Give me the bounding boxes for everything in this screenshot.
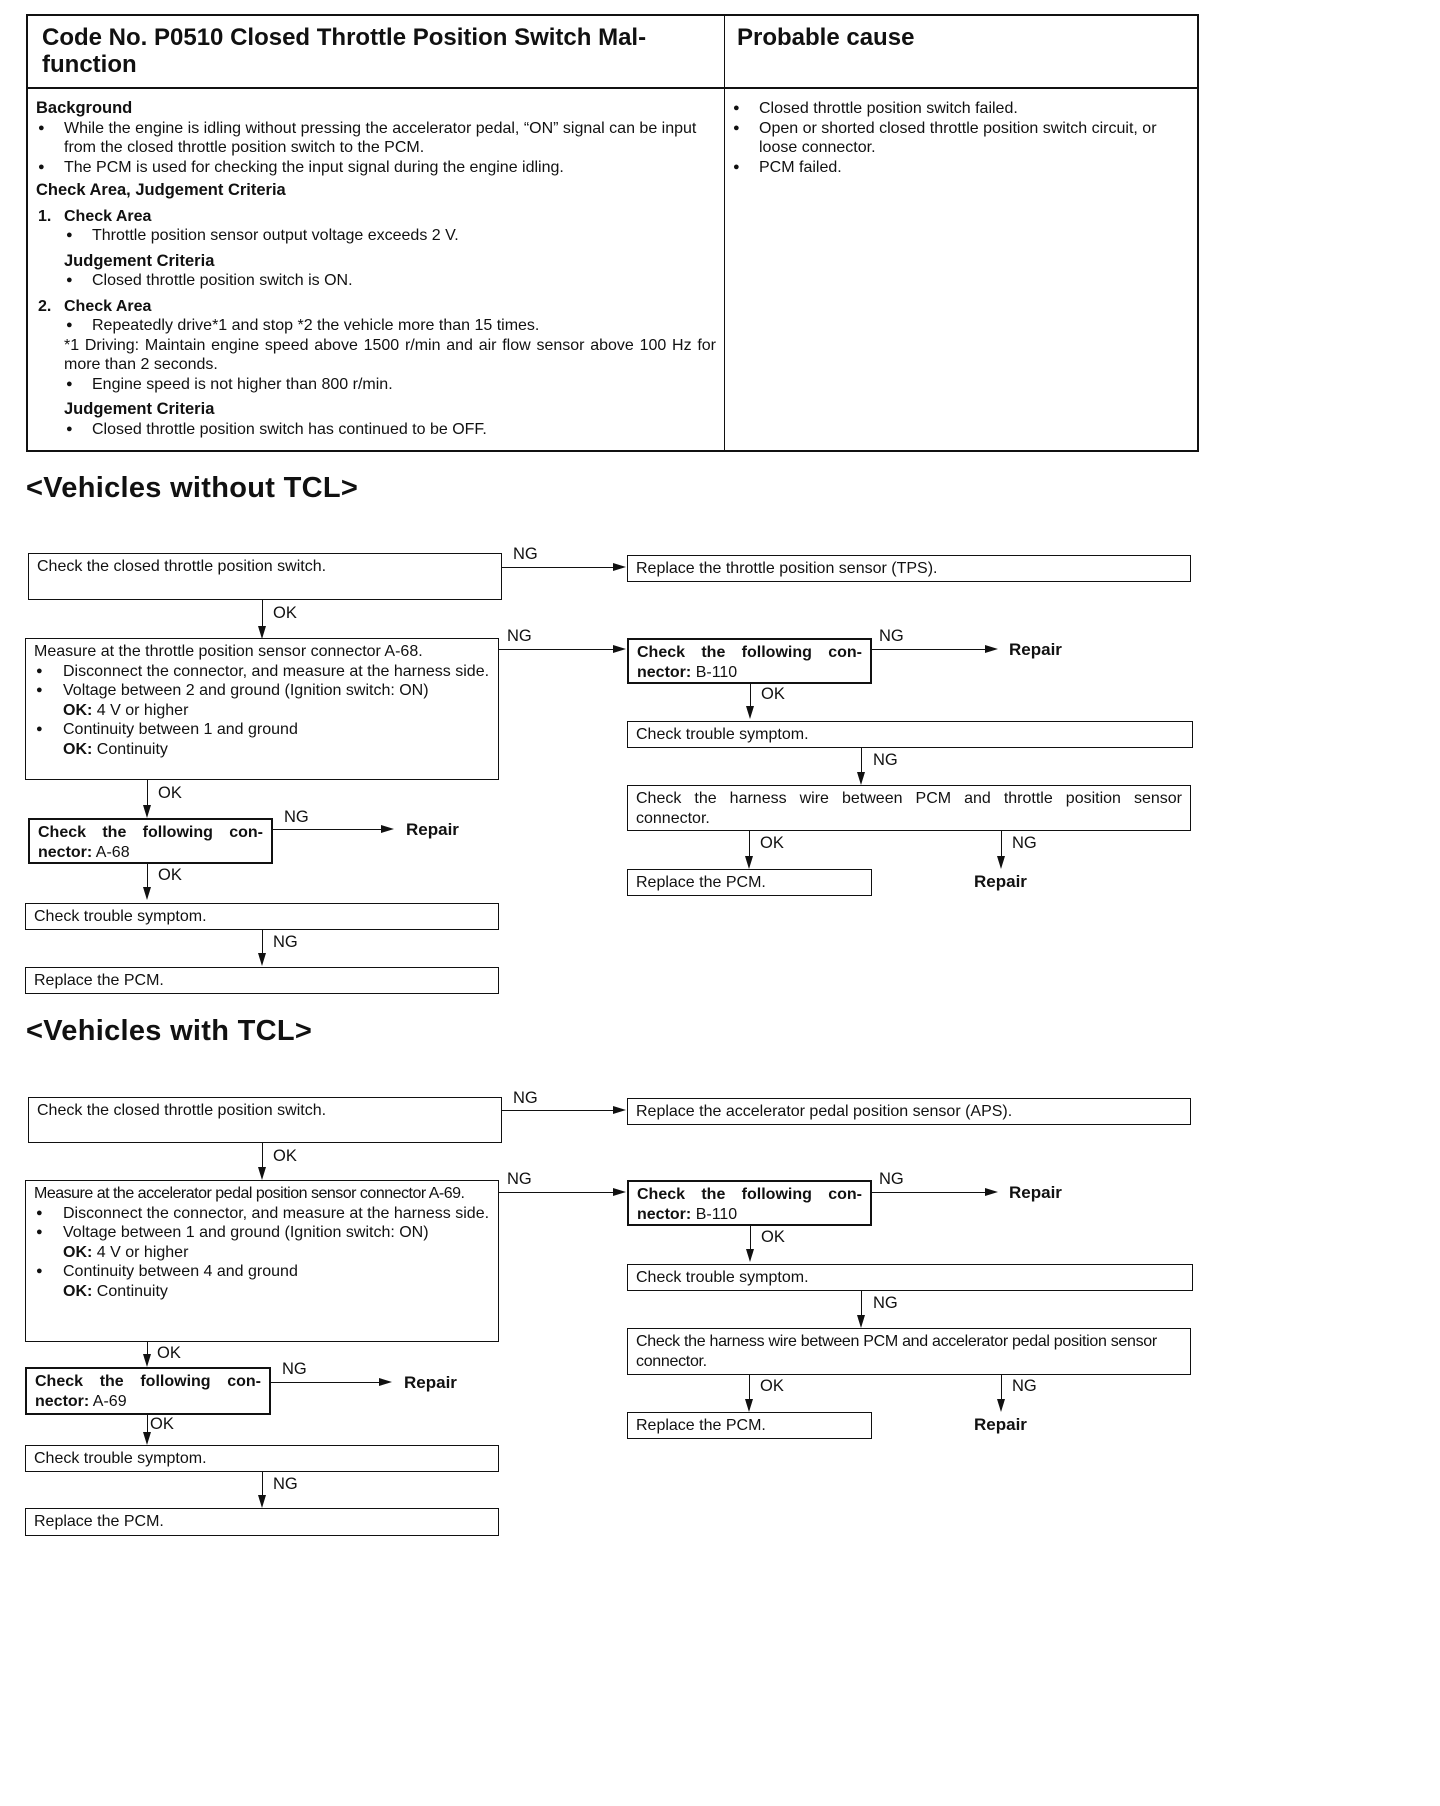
- ok-label: OK: [158, 866, 182, 884]
- arrow-down-icon: [745, 1399, 753, 1412]
- check-area-bullet: ● Repeatedly drive*1 and stop *2 the vehicle more than 15 times.: [36, 316, 716, 336]
- probable-cause-header: Probable cause: [725, 16, 1197, 89]
- ng-label: NG: [879, 627, 904, 645]
- ok-criterion-label: OK:: [63, 701, 93, 719]
- ng-label: NG: [507, 1170, 532, 1188]
- flow-box-replace-tps: Replace the throttle position sensor (TPS).: [627, 555, 1191, 582]
- check-details-cell: [28, 89, 725, 450]
- arrow-down-icon: [258, 1495, 266, 1508]
- ng-connector-line: [262, 1472, 263, 1497]
- ng-label: NG: [873, 1294, 898, 1312]
- connector-id: A-68: [95, 843, 130, 861]
- check-area-bullet: ● Throttle position sensor output voltage exceeds 2 V.: [36, 226, 716, 246]
- driving-footnote: *1 Driving: Maintain engine speed above 1500 r/min and air flow sensor above 100 Hz for more than 2 seconds.: [64, 336, 716, 373]
- repair-result: Repair: [404, 1373, 457, 1392]
- ng-label: NG: [507, 627, 532, 645]
- connector-check-prefix: nector:: [637, 663, 692, 681]
- background-bullet: ● The PCM is used for checking the input signal during the engine idling.: [36, 158, 716, 178]
- ok-criterion: [34, 1282, 490, 1302]
- arrow-right-icon: [613, 1188, 626, 1196]
- arrow-down-icon: [997, 856, 1005, 869]
- check-area-heading: Check Area, Judgement Criteria: [36, 181, 286, 199]
- ng-label: NG: [282, 1360, 307, 1378]
- judgement-bullet: ● Closed throttle position switch is ON.: [36, 271, 716, 291]
- ng-label: NG: [513, 1089, 538, 1107]
- flow-box-replace-pcm-right: Replace the PCM.: [627, 869, 872, 896]
- ng-connector-line: [273, 829, 382, 830]
- measure-bullet: ● Disconnect the connector, and measure at the harness side.: [34, 662, 490, 682]
- connector-check-line1: Check the following con-: [35, 1373, 261, 1390]
- judgement-bullet: ● Closed throttle position switch has continued to be OFF.: [36, 420, 716, 440]
- arrow-right-icon: [379, 1378, 392, 1386]
- repair-result: Repair: [406, 820, 459, 839]
- flow-box-replace-pcm-left: Replace the PCM.: [25, 1508, 499, 1536]
- ng-label: NG: [273, 1475, 298, 1493]
- ng-connector-line: [262, 930, 263, 955]
- check-area-label: Check Area: [64, 207, 152, 225]
- arrow-right-icon: [381, 825, 394, 833]
- ok-criterion-label: OK:: [63, 740, 93, 758]
- measure-intro: Measure at the accelerator pedal position sensor connector A-69.: [34, 1185, 465, 1202]
- ok-label: OK: [761, 685, 785, 703]
- arrow-down-icon: [857, 772, 865, 785]
- judgement-label: Judgement Criteria: [64, 251, 215, 270]
- measure-bullet: ● Continuity between 4 and ground: [34, 1262, 490, 1282]
- ok-label: OK: [761, 1228, 785, 1246]
- arrow-right-icon: [985, 645, 998, 653]
- measure-bullet: ● Voltage between 1 and ground (Ignition switch: ON): [34, 1223, 490, 1243]
- ng-label: NG: [1012, 1377, 1037, 1395]
- flow-box-check-switch: Check the closed throttle position switch.: [28, 1097, 502, 1143]
- repair-result: Repair: [1009, 1183, 1062, 1202]
- ok-label: OK: [760, 1377, 784, 1395]
- flow-box-trouble-symptom-left: Check trouble symptom.: [25, 903, 499, 930]
- ng-connector-line: [861, 748, 862, 774]
- arrow-down-icon: [746, 1249, 754, 1262]
- check-area-bullet: ● Engine speed is not higher than 800 r/min.: [36, 375, 716, 395]
- ok-criterion: [34, 740, 490, 760]
- flow-box-replace-aps: Replace the accelerator pedal position sensor (APS).: [627, 1098, 1191, 1125]
- ng-connector-line: [499, 1192, 614, 1193]
- arrow-down-icon: [143, 1354, 151, 1367]
- ok-criterion-value: 4 V or higher: [96, 1243, 189, 1261]
- arrow-right-icon: [985, 1188, 998, 1196]
- flow-box-check-connector-a68: [28, 818, 273, 864]
- connector-check-line2: [637, 663, 862, 683]
- ok-label: OK: [157, 1344, 181, 1362]
- measure-bullet: ● Continuity between 1 and ground: [34, 720, 490, 740]
- flow-box-replace-pcm-left: Replace the PCM.: [25, 967, 499, 994]
- repair-result: Repair: [974, 1415, 1027, 1434]
- ng-connector-line: [499, 649, 614, 650]
- arrow-down-icon: [143, 805, 151, 818]
- ok-label: OK: [273, 1147, 297, 1165]
- ng-connector-line: [1001, 1375, 1002, 1401]
- ok-criterion-label: OK:: [63, 1243, 93, 1261]
- ok-connector-line: [147, 864, 148, 889]
- ng-label: NG: [873, 751, 898, 769]
- flow-box-trouble-symptom-left: Check trouble symptom.: [25, 1445, 499, 1472]
- probable-cause-cell: [725, 89, 1197, 450]
- ok-connector-line: [750, 1226, 751, 1251]
- item-2-check-area-label: [36, 297, 716, 317]
- flow-box-trouble-symptom-right: Check trouble symptom.: [627, 1264, 1193, 1291]
- ok-criterion-label: OK:: [63, 1282, 93, 1300]
- arrow-right-icon: [613, 645, 626, 653]
- ok-connector-line: [262, 600, 263, 627]
- background-heading: Background: [36, 99, 133, 117]
- arrow-down-icon: [258, 1167, 266, 1180]
- flow-box-replace-pcm-right: Replace the PCM.: [627, 1412, 872, 1439]
- ok-criterion: [34, 701, 490, 721]
- arrow-down-icon: [997, 1399, 1005, 1412]
- ok-criterion-value: Continuity: [96, 740, 168, 758]
- connector-id: A-69: [92, 1392, 127, 1410]
- ng-connector-line: [872, 649, 986, 650]
- ng-connector-line: [271, 1382, 380, 1383]
- ok-label: OK: [760, 834, 784, 852]
- ng-label: NG: [284, 808, 309, 826]
- section-title-without-tcl: <Vehicles without TCL>: [26, 472, 359, 504]
- arrow-right-icon: [613, 563, 626, 571]
- connector-check-prefix: nector:: [38, 843, 93, 861]
- ng-connector-line: [861, 1291, 862, 1317]
- background-bullet: ● While the engine is idling without pressing the accelerator pedal, “ON” signal can be input from the closed throttle position switch to the PCM.: [36, 119, 716, 158]
- section-title-with-tcl: <Vehicles with TCL>: [26, 1015, 313, 1047]
- measure-intro: Measure at the throttle position sensor connector A-68.: [34, 643, 423, 660]
- connector-check-line2: [35, 1392, 261, 1412]
- arrow-right-icon: [613, 1106, 626, 1114]
- ok-criterion-value: Continuity: [96, 1282, 168, 1300]
- connector-id: B-110: [695, 663, 738, 681]
- ng-connector-line: [872, 1192, 986, 1193]
- connector-id: B-110: [695, 1205, 738, 1223]
- flow-box-trouble-symptom-right: Check trouble symptom.: [627, 721, 1193, 748]
- ng-label: NG: [1012, 834, 1037, 852]
- ng-label: NG: [273, 933, 298, 951]
- ng-connector-line: [1001, 831, 1002, 858]
- judgement-label: Judgement Criteria: [64, 400, 215, 418]
- flow-box-check-switch: Check the closed throttle position switch.: [28, 553, 502, 600]
- arrow-down-icon: [857, 1315, 865, 1328]
- probable-cause-item: ● PCM failed.: [731, 158, 1191, 178]
- ok-connector-line: [749, 1375, 750, 1401]
- dtc-title-line2: function: [42, 51, 137, 78]
- arrow-down-icon: [745, 856, 753, 869]
- flow-box-measure-a69: [25, 1180, 499, 1342]
- item-number: 1.: [38, 207, 52, 225]
- ok-criterion: [34, 1243, 490, 1263]
- flow-box-check-connector-a69: [25, 1367, 271, 1415]
- ng-label: NG: [513, 545, 538, 563]
- arrow-down-icon: [258, 953, 266, 966]
- connector-check-prefix: nector:: [35, 1392, 90, 1410]
- connector-check-line1: Check the following con-: [637, 1186, 862, 1203]
- repair-result: Repair: [974, 872, 1027, 891]
- ok-criterion-value: 4 V or higher: [96, 701, 189, 719]
- connector-check-line2: [637, 1205, 862, 1225]
- dtc-title-line1: Code No. P0510 Closed Throttle Position Switch Mal-: [42, 24, 647, 51]
- flow-box-check-harness: Check the harness wire between PCM and throttle position sensor connector.: [627, 785, 1191, 831]
- ng-connector-line: [502, 1110, 614, 1111]
- flow-box-measure-a68: [25, 638, 499, 780]
- ng-label: NG: [879, 1170, 904, 1188]
- probable-cause-item: ● Open or shorted closed throttle position switch circuit, or loose connector.: [731, 119, 1191, 158]
- flow-box-check-harness: Check the harness wire between PCM and accelerator pedal position sensor connector.: [627, 1328, 1191, 1375]
- dtc-table: [26, 14, 1199, 452]
- ok-label: OK: [150, 1415, 174, 1433]
- dtc-title-cell: [28, 16, 725, 89]
- arrow-down-icon: [143, 887, 151, 900]
- measure-bullet: ● Disconnect the connector, and measure at the harness side.: [34, 1204, 490, 1224]
- ok-label: OK: [273, 604, 297, 622]
- connector-check-line2: [38, 843, 263, 863]
- connector-check-line1: Check the following con-: [637, 644, 862, 661]
- flow-box-check-connector-b110: [627, 1180, 872, 1226]
- item-number: 2.: [38, 297, 52, 315]
- repair-result: Repair: [1009, 640, 1062, 659]
- arrow-down-icon: [746, 706, 754, 719]
- probable-cause-item: ● Closed throttle position switch failed.: [731, 99, 1191, 119]
- check-area-label: Check Area: [64, 297, 152, 315]
- flow-box-check-connector-b110: [627, 638, 872, 684]
- connector-check-line1: Check the following con-: [38, 824, 263, 841]
- ok-connector-line: [147, 780, 148, 807]
- measure-bullet: ● Voltage between 2 and ground (Ignition switch: ON): [34, 681, 490, 701]
- connector-check-prefix: nector:: [637, 1205, 692, 1223]
- ng-connector-line: [502, 567, 614, 568]
- ok-label: OK: [158, 784, 182, 802]
- item-1-check-area-label: [36, 207, 716, 227]
- ok-connector-line: [262, 1143, 263, 1169]
- ok-connector-line: [749, 831, 750, 858]
